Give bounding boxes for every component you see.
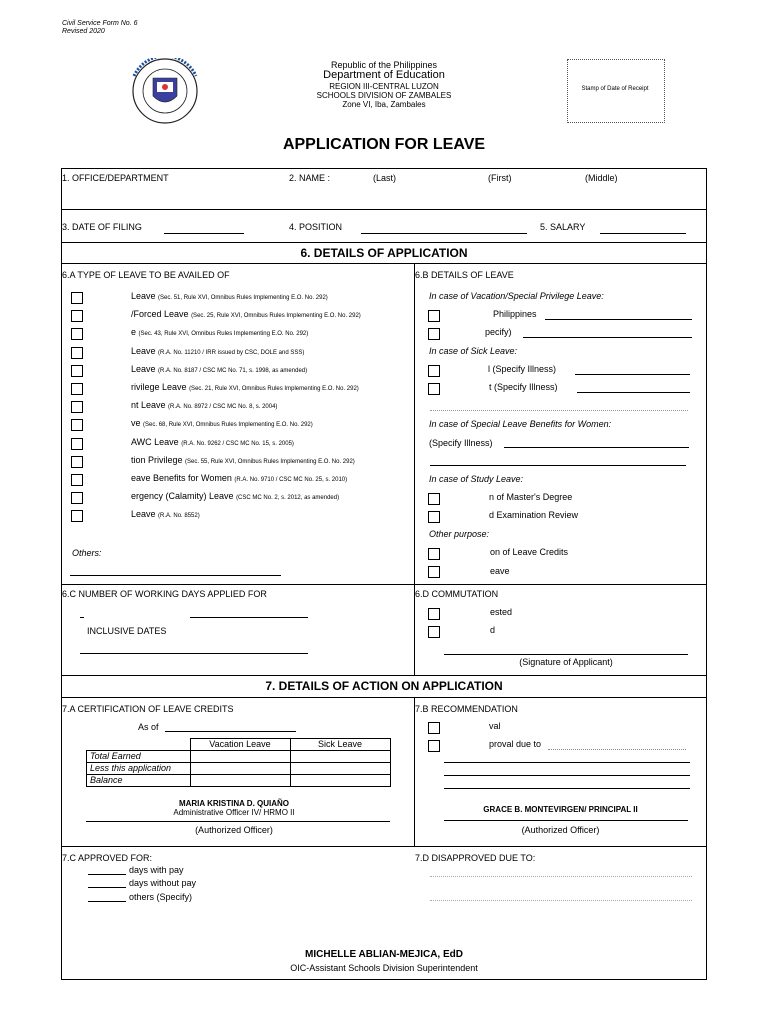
officer-title: Administrative Officer IV/ HRMO II xyxy=(173,808,295,817)
leave-type-name: Leave xyxy=(131,364,156,374)
leave-type-label xyxy=(131,418,313,428)
deped-seal xyxy=(120,58,210,124)
form-revision: Revised 2020 xyxy=(62,28,105,35)
leave-type-label xyxy=(131,364,307,374)
study-bar-checkbox[interactable] xyxy=(428,511,440,523)
commutation-not-requested-label: ested xyxy=(490,607,513,617)
others-specify-field[interactable] xyxy=(88,901,126,902)
leave-type-name: /Forced Leave xyxy=(131,309,189,319)
leave-type-name: rivilege Leave xyxy=(131,382,187,392)
study-masters-label: n of Master's Degree xyxy=(489,492,573,502)
disapproval-reason-line-2[interactable] xyxy=(444,775,690,776)
sec6-column-divider xyxy=(414,263,415,675)
sick-extra-line xyxy=(430,410,688,411)
6b-heading: 6.B DETAILS OF LEAVE xyxy=(415,270,514,280)
leave-type-label xyxy=(131,509,200,519)
leave-type-name: eave Benefits for Women xyxy=(131,473,232,483)
study-heading: In case of Study Leave: xyxy=(429,474,524,484)
leave-credits-table xyxy=(86,738,391,787)
terminal-leave-checkbox[interactable] xyxy=(428,566,440,578)
others-specify-label: others (Specify) xyxy=(129,892,193,902)
leave-type-label xyxy=(131,309,361,319)
frame-top xyxy=(61,168,707,169)
position-field[interactable] xyxy=(361,233,527,234)
vacation-leave-header: Vacation Leave xyxy=(190,739,290,751)
frame-right xyxy=(706,168,707,980)
leave-type-name: ergency (Calamity) Leave xyxy=(131,491,234,501)
frame-bottom xyxy=(61,979,707,980)
section-7-heading: 7. DETAILS OF ACTION ON APPLICATION xyxy=(265,679,503,693)
women-illness-label: (Specify Illness) xyxy=(429,438,493,448)
balance-label: Balance xyxy=(87,775,191,787)
leave-type-legal-basis: (R.A. No. 9710 / CSC MC No. 25, s. 2010) xyxy=(234,477,348,483)
sick-leave-header: Sick Leave xyxy=(290,739,390,751)
leave-type-legal-basis: (R.A. No. 11210 / IRR issued by CSC, DOLE and SSS) xyxy=(158,350,305,356)
6d-heading: 6.D COMMUTATION xyxy=(415,589,499,599)
women-illness-field-2[interactable] xyxy=(430,465,686,466)
commutation-requested-label: d xyxy=(490,625,496,635)
last-name-label: (Last) xyxy=(373,173,397,183)
disapproved-reason-line-2[interactable] xyxy=(430,900,692,901)
leave-type-name: nt Leave xyxy=(131,400,166,410)
leave-type-legal-basis: (R.A. No. 8552) xyxy=(158,513,200,519)
date-filing-field[interactable] xyxy=(164,233,244,234)
section-6-heading: 6. DETAILS OF APPLICATION xyxy=(300,246,468,260)
zone-line: Zone VI, Iba, Zambales xyxy=(342,100,426,109)
sec6-divider xyxy=(61,263,707,264)
recommend-approval-checkbox[interactable] xyxy=(428,722,440,734)
less-application-vacation[interactable] xyxy=(190,763,290,775)
recommend-disapproval-label: proval due to xyxy=(489,739,542,749)
days-without-pay-label: days without pay xyxy=(129,878,197,888)
total-earned-label: Total Earned xyxy=(87,751,191,763)
first-name-label: (First) xyxy=(488,173,512,183)
disapproval-reason-field[interactable] xyxy=(548,749,686,750)
department-line: Department of Education xyxy=(323,69,445,81)
sec7-column-divider xyxy=(414,697,415,846)
vacation-abroad-label: pecify) xyxy=(485,327,512,337)
recommend-disapproval-checkbox[interactable] xyxy=(428,740,440,752)
salary-field[interactable] xyxy=(600,233,686,234)
position-label: 4. POSITION xyxy=(289,222,343,232)
row2-divider xyxy=(61,242,707,243)
leave-type-label xyxy=(131,291,328,301)
officer-signature-line[interactable] xyxy=(86,821,390,822)
leave-type-label xyxy=(131,455,355,465)
others-field[interactable] xyxy=(70,575,281,576)
leave-type-checkbox[interactable] xyxy=(71,328,83,340)
others-label: Others: xyxy=(72,548,102,558)
7b-heading: 7.B RECOMMENDATION xyxy=(415,704,518,714)
leave-type-checkbox[interactable] xyxy=(71,401,83,413)
leave-type-checkbox[interactable] xyxy=(71,292,83,304)
sick-heading: In case of Sick Leave: xyxy=(429,346,518,356)
total-earned-sick[interactable] xyxy=(290,751,390,763)
leave-type-name: Leave xyxy=(131,291,156,301)
sick-hospital-field[interactable] xyxy=(575,374,690,375)
disapproved-reason-line-1[interactable] xyxy=(430,876,692,877)
women-heading: In case of Special Leave Benefits for Women: xyxy=(429,419,612,429)
leave-type-legal-basis: (Sec. 21, Rule XVI, Omnibus Rules Implementing E.O. No. 292) xyxy=(189,386,359,392)
leave-type-label xyxy=(131,327,308,337)
days-with-pay-label: days with pay xyxy=(129,865,184,875)
6ab-bottom-divider xyxy=(61,584,707,585)
leave-type-name: tion Privilege xyxy=(131,455,183,465)
superintendent-name: MICHELLE ABLIAN-MEJICA, EdD xyxy=(305,949,463,960)
sec7-mid-divider xyxy=(61,846,707,847)
superintendent-title: OIC-Assistant Schools Division Superintendent xyxy=(290,963,478,973)
recommend-approval-label: val xyxy=(489,721,501,731)
monetization-checkbox[interactable] xyxy=(428,548,440,560)
leave-type-legal-basis: (R.A. No. 8187 / CSC MC No. 71, s. 1998, as amended) xyxy=(158,368,308,374)
leave-type-name: Leave xyxy=(131,509,156,519)
disapproval-reason-line-1[interactable] xyxy=(444,762,690,763)
sick-hospital-checkbox[interactable] xyxy=(428,365,440,377)
leave-type-checkbox[interactable] xyxy=(71,347,83,359)
date-filing-label: 3. DATE OF FILING xyxy=(62,222,142,232)
vacation-within-label: Philippines xyxy=(493,309,537,319)
form-title: APPLICATION FOR LEAVE xyxy=(282,136,486,153)
leave-type-legal-basis: (Sec. 68, Rule XVI, Omnibus Rules Implementing E.O. No. 292) xyxy=(143,422,313,428)
applicant-signature-label: (Signature of Applicant) xyxy=(519,657,613,667)
leave-type-legal-basis: (CSC MC No. 2, s. 2012, as amended) xyxy=(236,495,340,501)
salary-label: 5. SALARY xyxy=(540,222,586,232)
7a-heading: 7.A CERTIFICATION OF LEAVE CREDITS xyxy=(62,704,234,714)
leave-type-legal-basis: (Sec. 51, Rule XVI, Omnibus Rules Implementing E.O. No. 292) xyxy=(158,295,328,301)
leave-type-name: Leave xyxy=(131,346,156,356)
7c-heading: 7.C APPROVED FOR: xyxy=(62,853,153,863)
credits-corner xyxy=(87,739,191,751)
leave-type-label xyxy=(131,473,347,483)
commutation-requested-checkbox[interactable] xyxy=(428,626,440,638)
less-application-sick[interactable] xyxy=(290,763,390,775)
row1-divider xyxy=(61,209,707,210)
leave-type-checkbox[interactable] xyxy=(71,456,83,468)
sec6-bottom-divider xyxy=(61,675,707,676)
leave-type-checkbox[interactable] xyxy=(71,438,83,450)
disapproval-reason-line-3[interactable] xyxy=(444,788,690,789)
leave-type-legal-basis: (R.A. No. 9262 / CSC MC No. 15, s. 2005) xyxy=(181,441,294,447)
sick-hospital-label: l (Specify Illness) xyxy=(488,364,557,374)
inclusive-dates-field[interactable] xyxy=(80,653,308,654)
leave-type-name: e xyxy=(131,327,137,337)
as-of-label: As of xyxy=(138,722,159,732)
vacation-abroad-field[interactable] xyxy=(523,337,692,338)
leave-type-legal-basis: (R.A. No. 8972 / CSC MC No. 8, s. 2004) xyxy=(168,404,278,410)
other-purpose-heading: Other purpose: xyxy=(429,529,490,539)
vacation-heading: In case of Vacation/Special Privilege Leave: xyxy=(429,291,604,301)
working-days-tick xyxy=(80,617,84,618)
commutation-not-requested-checkbox[interactable] xyxy=(428,608,440,620)
terminal-leave-label: eave xyxy=(490,566,510,576)
leave-type-label xyxy=(131,491,339,501)
7a-authorized-label: (Authorized Officer) xyxy=(195,825,273,835)
leave-type-checkbox[interactable] xyxy=(71,419,83,431)
days-without-pay-field[interactable] xyxy=(88,887,126,888)
working-days-field[interactable] xyxy=(190,617,308,618)
leave-type-name: AWC Leave xyxy=(131,437,179,447)
middle-name-label: (Middle) xyxy=(585,173,618,183)
total-earned-vacation[interactable] xyxy=(190,751,290,763)
leave-type-checkbox[interactable] xyxy=(71,510,83,522)
inclusive-dates-label: INCLUSIVE DATES xyxy=(87,626,167,636)
sec7-divider xyxy=(61,697,707,698)
leave-type-label xyxy=(131,400,277,410)
vacation-within-field[interactable] xyxy=(545,319,692,320)
leave-type-label xyxy=(131,382,359,392)
vacation-abroad-checkbox[interactable] xyxy=(428,328,440,340)
7d-heading: 7.D DISAPPROVED DUE TO: xyxy=(415,853,536,863)
leave-type-legal-basis: (Sec. 55, Rule XVI, Omnibus Rules Implementing E.O. No. 292) xyxy=(185,459,355,465)
vacation-within-checkbox[interactable] xyxy=(428,310,440,322)
leave-type-legal-basis: (Sec. 25, Rule XVI, Omnibus Rules Implementing E.O. No. 292) xyxy=(191,313,361,319)
sick-outpatient-label: t (Specify Illness) xyxy=(489,382,558,392)
6c-heading: 6.C NUMBER OF WORKING DAYS APPLIED FOR xyxy=(62,589,267,599)
stamp-label: Stamp of Date of Receipt xyxy=(581,86,649,92)
as-of-field[interactable] xyxy=(165,731,296,732)
name-label: 2. NAME : xyxy=(289,173,331,183)
7b-authorized-label: (Authorized Officer) xyxy=(521,825,600,835)
days-with-pay-field[interactable] xyxy=(88,874,126,875)
sick-outpatient-field[interactable] xyxy=(577,392,690,393)
office-label: 1. OFFICE/DEPARTMENT xyxy=(62,173,169,183)
study-bar-label: d Examination Review xyxy=(489,510,579,520)
leave-type-checkbox[interactable] xyxy=(71,492,83,504)
balance-sick[interactable] xyxy=(290,775,390,787)
sick-outpatient-checkbox[interactable] xyxy=(428,383,440,395)
leave-type-name: ve xyxy=(131,418,141,428)
study-masters-checkbox[interactable] xyxy=(428,493,440,505)
officer-name: MARIA KRISTINA D. QUIAÑO xyxy=(178,799,290,808)
women-illness-field[interactable] xyxy=(504,447,689,448)
division-line: SCHOOLS DIVISION OF ZAMBALES xyxy=(316,91,452,100)
leave-type-label xyxy=(131,437,294,447)
applicant-signature-field[interactable] xyxy=(444,654,688,655)
monetization-label: on of Leave Credits xyxy=(490,547,569,557)
balance-vacation[interactable] xyxy=(190,775,290,787)
recommending-signature-line[interactable] xyxy=(444,820,688,821)
less-application-label: Less this application xyxy=(87,763,191,775)
leave-type-checkbox[interactable] xyxy=(71,383,83,395)
form-number: Civil Service Form No. 6 xyxy=(62,20,138,27)
leave-type-legal-basis: (Sec. 43, Rule XVI, Omnibus Rules Implementing E.O. No. 292) xyxy=(138,331,309,337)
leave-type-checkbox[interactable] xyxy=(71,365,83,377)
6a-heading: 6.A TYPE OF LEAVE TO BE AVAILED OF xyxy=(62,270,230,280)
recommending-officer-name: GRACE B. MONTEVIRGEN/ PRINCIPAL II xyxy=(483,805,638,814)
region-line: REGION III-CENTRAL LUZON xyxy=(329,82,439,91)
leave-type-checkbox[interactable] xyxy=(71,474,83,486)
leave-type-checkbox[interactable] xyxy=(71,310,83,322)
republic-line: Republic of the Philippines xyxy=(330,60,438,70)
leave-type-label xyxy=(131,346,304,356)
